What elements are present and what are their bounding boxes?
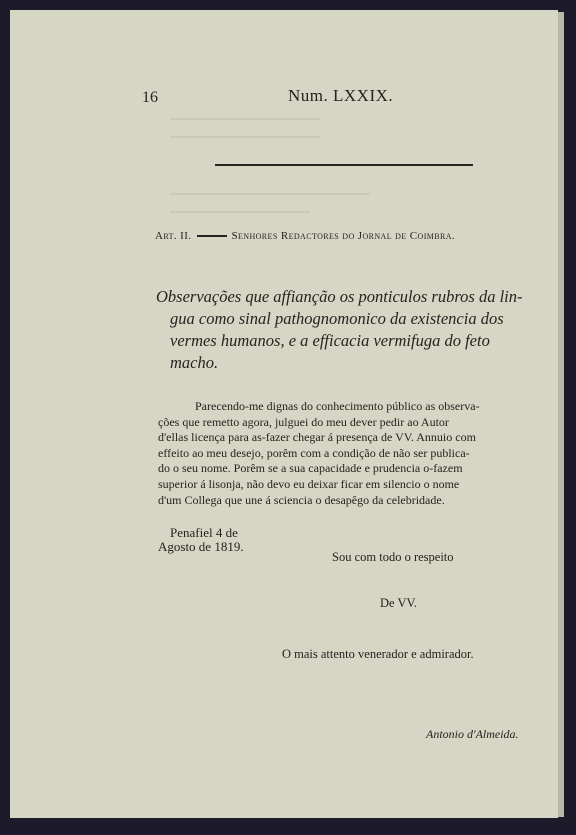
header-rule bbox=[215, 164, 473, 166]
dateline-place: Penafiel 4 de bbox=[170, 525, 238, 540]
body-line: d'um Collega que une á sciencia o desapêgo da celebridade. bbox=[158, 492, 445, 507]
body-line: effeito ao meu desejo, porêm com a condição de não ser publica- bbox=[158, 445, 470, 460]
title-line: Observações que affianção os ponticulos rubros da lin- bbox=[156, 287, 523, 306]
signature: Antonio d'Almeida. bbox=[426, 727, 519, 741]
dateline-date: Agosto de 1819. bbox=[158, 539, 244, 554]
page-edge bbox=[558, 12, 564, 817]
closing-de-vv: De VV. bbox=[380, 596, 418, 610]
bleed-through-2 bbox=[170, 136, 320, 138]
bleed-through-3 bbox=[170, 193, 370, 195]
article-title bbox=[156, 286, 541, 374]
article-line bbox=[155, 230, 455, 242]
article-dash bbox=[197, 235, 227, 237]
article-addressee: Senhores Redactores do Jornal de Coimbra. bbox=[231, 230, 456, 242]
title-line: macho. bbox=[170, 353, 219, 372]
document-page bbox=[10, 10, 558, 818]
letter-body bbox=[158, 399, 543, 508]
title-line: gua como sinal pathognomonico da existencia dos bbox=[170, 309, 504, 328]
body-line: d'ellas licença para as-fazer chegar á presença de VV. Annuio com bbox=[158, 430, 476, 445]
article-label: Art. II. bbox=[155, 230, 192, 242]
closing-servant: O mais attento venerador e admirador. bbox=[282, 647, 474, 661]
body-line: Parecendo-me dignas do conhecimento público as observa- bbox=[195, 399, 480, 413]
title-line: vermes humanos, e a efficacia vermifuga do feto bbox=[170, 331, 490, 350]
body-line: do o seu nome. Porêm se a sua capacidade e prudencia o-fazem bbox=[158, 461, 463, 476]
body-line: ções que remetto agora, julguei do meu dever pedir ao Autor bbox=[158, 414, 449, 429]
issue-number-heading: Num. LXXIX. bbox=[288, 86, 394, 105]
closing-respect: Sou com todo o respeito bbox=[332, 550, 454, 564]
page-number: 16 bbox=[142, 89, 158, 106]
bleed-through-1 bbox=[170, 118, 320, 120]
bleed-through-4 bbox=[170, 211, 310, 213]
body-line: superior á lisonja, não devo eu deixar ficar em silencio o nome bbox=[158, 476, 460, 491]
